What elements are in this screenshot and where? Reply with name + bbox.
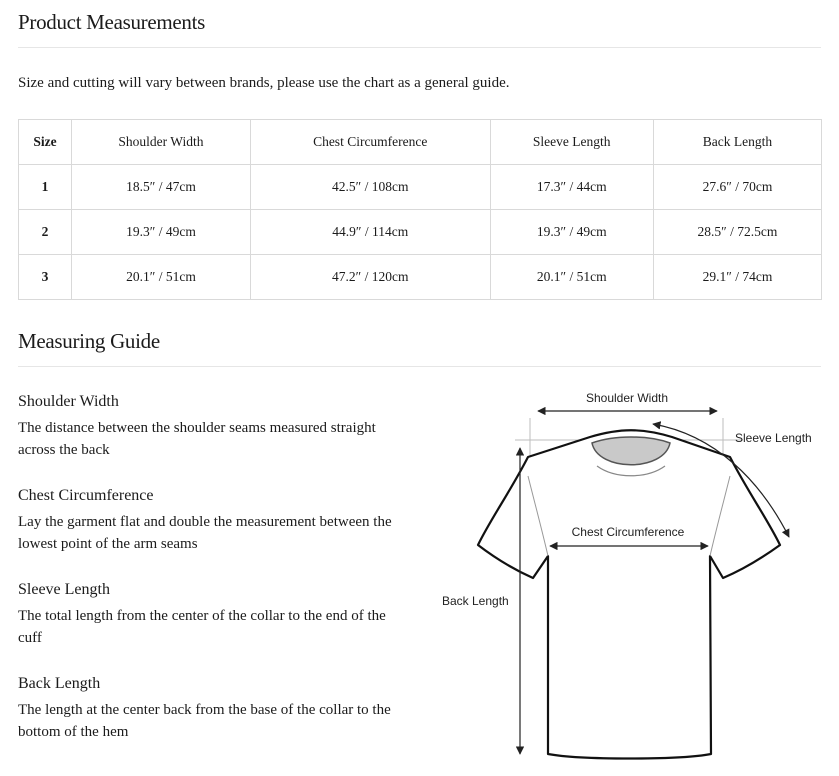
header-back-length: Back Length bbox=[653, 120, 821, 165]
sleeve-length-label: Sleeve Length bbox=[735, 431, 812, 445]
header-shoulder-width: Shoulder Width bbox=[72, 120, 251, 165]
table-cell: 20.1″ / 51cm bbox=[490, 255, 653, 300]
guide-item-title: Shoulder Width bbox=[18, 393, 119, 410]
table-header-row bbox=[19, 120, 822, 165]
header-chest-circumference: Chest Circumference bbox=[250, 120, 490, 165]
guide-item-desc: Lay the garment flat and double the measurement between the lowest point of the arm seams bbox=[18, 514, 392, 552]
guide-item-desc: The length at the center back from the base of the collar to the bottom of the hem bbox=[18, 702, 391, 740]
guide-item-back-length bbox=[18, 675, 408, 743]
guide-item-desc: The distance between the shoulder seams measured straight across the back bbox=[18, 420, 376, 458]
t-shirt-outline bbox=[478, 430, 780, 758]
table-row bbox=[19, 165, 822, 210]
t-shirt-diagram-icon bbox=[430, 380, 830, 775]
table-cell: 29.1″ / 74cm bbox=[653, 255, 821, 300]
table-cell: 2 bbox=[19, 210, 72, 255]
header-sleeve-length: Sleeve Length bbox=[490, 120, 653, 165]
guide-item-sleeve-length bbox=[18, 581, 408, 649]
size-chart-table bbox=[18, 119, 822, 300]
back-length-label: Back Length bbox=[442, 594, 509, 608]
guide-item-desc: The total length from the center of the collar to the end of the cuff bbox=[18, 608, 386, 646]
guide-item-shoulder-width bbox=[18, 393, 408, 461]
table-cell: 17.3″ / 44cm bbox=[490, 165, 653, 210]
guide-item-title: Back Length bbox=[18, 675, 101, 692]
guide-item-title: Chest Circumference bbox=[18, 487, 154, 504]
table-row bbox=[19, 255, 822, 300]
intro-text: Size and cutting will vary between brands, please use the chart as a general guide. bbox=[18, 75, 510, 91]
table-cell: 19.3″ / 49cm bbox=[490, 210, 653, 255]
table-cell: 47.2″ / 120cm bbox=[250, 255, 490, 300]
table-cell: 18.5″ / 47cm bbox=[72, 165, 251, 210]
divider bbox=[18, 366, 821, 367]
header-size: Size bbox=[19, 120, 72, 165]
table-cell: 20.1″ / 51cm bbox=[72, 255, 251, 300]
shoulder-width-label: Shoulder Width bbox=[585, 391, 669, 405]
table-cell: 28.5″ / 72.5cm bbox=[653, 210, 821, 255]
table-cell: 1 bbox=[19, 165, 72, 210]
page-title: Product Measurements bbox=[18, 10, 206, 34]
table-cell: 42.5″ / 108cm bbox=[250, 165, 490, 210]
table-cell: 27.6″ / 70cm bbox=[653, 165, 821, 210]
guide-title: Measuring Guide bbox=[18, 329, 160, 353]
guide-item-chest-circumference bbox=[18, 487, 408, 555]
table-cell: 3 bbox=[19, 255, 72, 300]
chest-label: Chest Circumference bbox=[571, 525, 685, 539]
table-cell: 44.9″ / 114cm bbox=[250, 210, 490, 255]
divider bbox=[18, 47, 821, 48]
guide-item-title: Sleeve Length bbox=[18, 581, 110, 598]
table-row bbox=[19, 210, 822, 255]
table-cell: 19.3″ / 49cm bbox=[72, 210, 251, 255]
